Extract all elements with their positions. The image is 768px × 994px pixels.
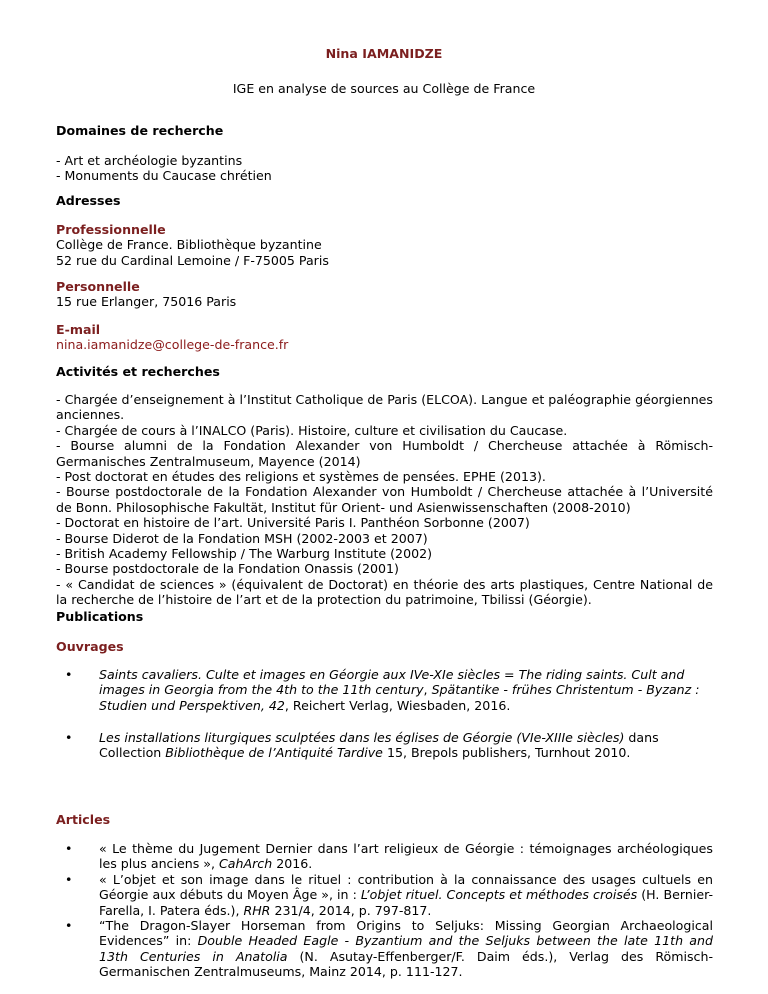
- activite-item: - British Academy Fellowship / The Warburg Institute (2002): [56, 546, 433, 562]
- heading-articles: Articles: [56, 812, 111, 827]
- ouvrage-rest: 15, Brepols publishers, Turnhout 2010.: [382, 745, 631, 761]
- activite-item: - Bourse Diderot de la Fondation MSH (2002-2003 et 2007): [56, 530, 428, 546]
- article-book: L’objet rituel. Concepts et méthodes croisés: [360, 887, 638, 903]
- ouvrage-series: Bibliothèque de l’Antiquité Tardive: [165, 745, 383, 761]
- ouvrages-list-2: [56, 730, 713, 761]
- article-text: 231/4, 2014, p. 797-817.: [270, 902, 432, 918]
- article-text: “The Dragon-Slayer Horseman from Origins to Seljuks: Missing Georgian Archaeological Evidences” in:: [99, 918, 713, 949]
- article-text: « Le thème du Jugement Dernier dans l’art religieux de Géorgie : témoignages archéologiques les plus anciens »,: [99, 841, 713, 872]
- article-text: « L’objet et son image dans le rituel : contribution à la connaissance des usages cultuels en Géorgie aux débuts du Moyen Âge », in :: [99, 871, 713, 903]
- bullet-icon: •: [65, 918, 73, 934]
- email-label: E-mail: [56, 322, 101, 337]
- article-item: [56, 872, 713, 918]
- person-name: Nina IAMANIDZE: [325, 46, 443, 61]
- heading-publications: Publications: [56, 609, 144, 624]
- article-journal: RHR: [243, 902, 271, 918]
- ouvrages-list: [56, 667, 713, 713]
- activites-list: [56, 392, 713, 608]
- activite-item: - Bourse postdoctorale de la Fondation Onassis (2001): [56, 561, 399, 577]
- activite-item: - Chargée de cours à l’INALCO (Paris). Histoire, culture et civilisation du Caucase.: [56, 422, 568, 438]
- ouvrage-item: [56, 667, 713, 713]
- activite-item: - Doctorat en histoire de l’art. Université Paris I. Panthéon Sorbonne (2007): [56, 515, 530, 531]
- address-pro-line: 52 rue du Cardinal Lemoine / F-75005 Paris: [56, 252, 329, 268]
- heading-adresses: Adresses: [56, 193, 121, 208]
- activite-item: - Bourse alumni de la Fondation Alexander von Humboldt / Chercheuse attachée à Römisch-Germanisches Zentralmuseum, Mayence (2014): [56, 438, 713, 469]
- address-perso: [56, 279, 713, 310]
- heading-activites: Activités et recherches: [56, 364, 220, 379]
- domaines-list: [56, 153, 713, 184]
- article-text: 2016.: [272, 856, 313, 872]
- domaine-item: - Monuments du Caucase chrétien: [56, 168, 272, 184]
- activite-item: - « Candidat de sciences » (équivalent de Doctorat) en théorie des arts plastiques, Centre National de la recherche de l’histoire de l’art et de la protection du patrimoine, Tbilissi (Géorgie).: [56, 576, 713, 608]
- article-book: Double Headed Eagle - Byzantium and the Seljuks between the late 11th and 13th Centuries in Anatolia: [99, 933, 713, 964]
- address-pro: [56, 222, 713, 268]
- email-link[interactable]: nina.iamanidze@college-de-france.fr: [56, 337, 289, 353]
- ouvrage-series: Spätantike - frühes Christentum - Byzanz : Studien und Perspektiven, 42: [99, 682, 700, 713]
- bullet-icon: •: [65, 871, 73, 887]
- ouvrage-mid: dans Collection: [99, 730, 659, 761]
- address-perso-line: 15 rue Erlanger, 75016 Paris: [56, 294, 237, 310]
- heading-ouvrages: Ouvrages: [56, 639, 124, 654]
- ouvrage-sep: ,: [423, 682, 432, 698]
- ouvrage-rest: , Reichert Verlag, Wiesbaden, 2016.: [284, 697, 511, 713]
- article-text: (H. Bernier-Farella, I. Patera éds.),: [99, 887, 713, 918]
- ouvrage-item: [56, 730, 713, 761]
- bullet-icon: •: [65, 841, 73, 856]
- activite-item: - Chargée d’enseignement à l’Institut Catholique de Paris (ELCOA). Langue et paléographie géorgiennes anciennes.: [56, 392, 713, 423]
- bullet-icon: •: [65, 667, 73, 682]
- article-item: [56, 918, 713, 980]
- position-title: IGE en analyse de sources au Collège de France: [232, 81, 536, 96]
- article-journal: CahArch: [218, 856, 273, 872]
- address-perso-label: Personnelle: [56, 279, 140, 294]
- domaine-item: - Art et archéologie byzantins: [56, 153, 243, 168]
- ouvrage-title: Les installations liturgiques sculptées dans les églises de Géorgie (VIe-XIIIe siècles): [99, 730, 625, 745]
- address-pro-line: Collège de France. Bibliothèque byzantine: [56, 237, 322, 253]
- activite-item: - Bourse postdoctorale de la Fondation Alexander von Humboldt / Chercheuse attachée à l’Université de Bonn. Philosophische Fakultät, Institut für Orient- und Asienwissenschaften (2008-2010): [56, 484, 713, 515]
- article-text: (N. Asutay-Effenberger/F. Daim éds.), Verlag des Römisch-Germanischen Zentralmuseums, Mainz 2014, p. 111-127.: [99, 948, 713, 980]
- articles-list: [56, 841, 713, 980]
- article-item: [56, 841, 713, 872]
- address-pro-label: Professionnelle: [56, 222, 166, 237]
- activite-item: - Post doctorat en études des religions et systèmes de pensées. EPHE (2013).: [56, 469, 546, 485]
- ouvrage-title: Saints cavaliers. Culte et images en Géorgie aux IVe-XIe siècles = The riding saints. Cult and images in Georgia from the 4th to the 11th century: [99, 667, 685, 698]
- email-block: [56, 322, 713, 353]
- heading-domaines: Domaines de recherche: [56, 123, 224, 138]
- bullet-icon: •: [65, 730, 73, 745]
